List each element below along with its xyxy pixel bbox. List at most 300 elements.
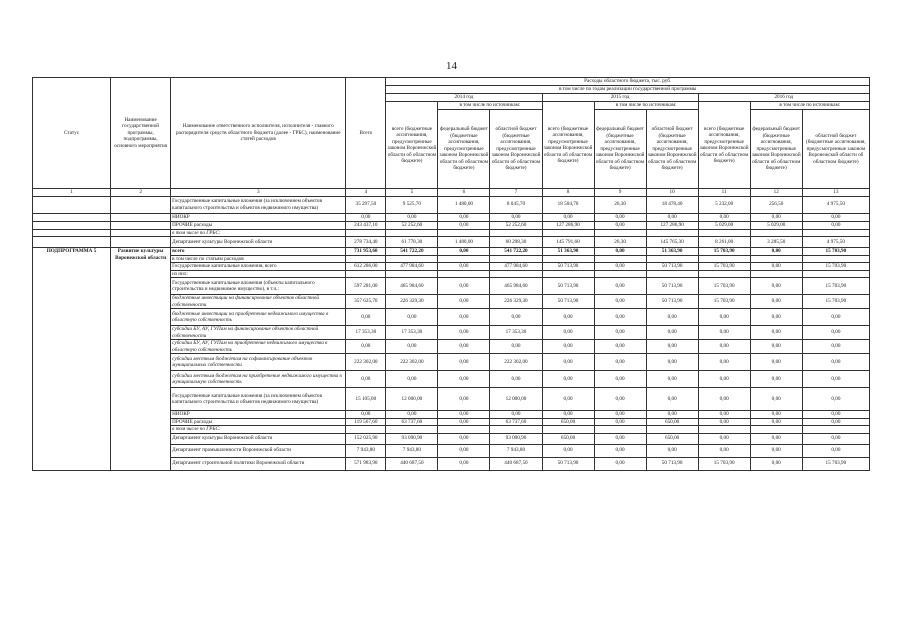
value-cell: 0,00 bbox=[438, 221, 490, 229]
value-cell: 0,00 bbox=[490, 371, 542, 388]
value-cell: 0,00 bbox=[594, 457, 646, 470]
value-cell: 357 625,70 bbox=[346, 295, 386, 309]
value-cell: 0,00 bbox=[438, 371, 490, 388]
value-cell: 60 298,30 bbox=[490, 237, 542, 248]
value-cell: 15 105,00 bbox=[346, 388, 386, 411]
value-cell bbox=[594, 270, 646, 278]
value-cell bbox=[646, 270, 698, 278]
value-cell: 15 703,90 bbox=[698, 295, 750, 309]
column-number: 4 bbox=[346, 189, 386, 197]
value-cell: 0,00 bbox=[438, 248, 490, 256]
value-cell: 1 480,00 bbox=[438, 196, 490, 213]
value-cell: 26,30 bbox=[594, 196, 646, 213]
value-cell: 50 713,90 bbox=[542, 295, 594, 309]
value-cell: 0,00 bbox=[698, 388, 750, 411]
value-cell: 52 252,60 bbox=[490, 221, 542, 229]
row-label: Государственные капитальные вложения (за исключением объектов капитального строительства и объектов недвижимого имущества) bbox=[171, 388, 346, 411]
value-cell bbox=[346, 255, 386, 263]
value-cell: 0,00 bbox=[750, 433, 802, 444]
value-cell: 0,00 bbox=[750, 278, 802, 295]
value-cell bbox=[542, 255, 594, 263]
value-cell: 0,00 bbox=[594, 411, 646, 419]
value-cell: 0,00 bbox=[346, 340, 386, 354]
value-cell: 51 363,90 bbox=[542, 248, 594, 256]
value-cell: 15 703,90 bbox=[802, 263, 869, 271]
value-cell bbox=[438, 426, 490, 434]
value-cell: 93 090,90 bbox=[386, 433, 438, 444]
value-cell: 63 737,60 bbox=[490, 418, 542, 426]
value-cell: 0,00 bbox=[750, 248, 802, 256]
value-cell: 0,00 bbox=[542, 354, 594, 371]
value-cell: 0,00 bbox=[438, 295, 490, 309]
value-cell bbox=[386, 229, 438, 237]
value-cell: 0,00 bbox=[542, 213, 594, 221]
header-program: Наименование государственной программы, подпрограммы, основного мероприятия bbox=[111, 78, 171, 189]
value-cell: 0,00 bbox=[802, 309, 869, 326]
value-cell: 0,00 bbox=[750, 295, 802, 309]
value-cell: 597 281,00 bbox=[346, 278, 386, 295]
value-cell: 12 000,00 bbox=[490, 388, 542, 411]
header-by-sources: в том числе по источникам: bbox=[594, 102, 698, 110]
value-cell: 731 953,60 bbox=[346, 248, 386, 256]
value-cell: 0,00 bbox=[802, 221, 869, 229]
value-cell: 222 302,00 bbox=[386, 354, 438, 371]
value-cell: 127 286,90 bbox=[646, 221, 698, 229]
value-cell: 8 045,70 bbox=[490, 196, 542, 213]
value-cell: 0,00 bbox=[802, 354, 869, 371]
value-cell: 0,00 bbox=[490, 309, 542, 326]
value-cell: 0,00 bbox=[438, 278, 490, 295]
value-cell: 0,00 bbox=[802, 388, 869, 411]
value-cell: 17 353,30 bbox=[490, 326, 542, 340]
value-cell: 0,00 bbox=[438, 340, 490, 354]
value-cell: 0,00 bbox=[750, 457, 802, 470]
value-cell bbox=[594, 255, 646, 263]
value-cell bbox=[750, 255, 802, 263]
value-cell: 18 504,70 bbox=[542, 196, 594, 213]
value-cell: 0,00 bbox=[542, 444, 594, 457]
value-cell: 93 090,90 bbox=[490, 433, 542, 444]
status-cell bbox=[33, 221, 111, 229]
value-cell: 0,00 bbox=[698, 309, 750, 326]
status-cell bbox=[33, 237, 111, 248]
program-cell bbox=[111, 221, 171, 229]
value-cell: 0,00 bbox=[698, 213, 750, 221]
value-cell: 0,00 bbox=[542, 371, 594, 388]
header-status: Статус bbox=[33, 78, 111, 189]
header-federal: федеральный бюджет (бюджетные ассигнования, предусмотренные законом Воронежской области об областном бюджете) bbox=[750, 110, 802, 189]
value-cell: 0,00 bbox=[594, 388, 646, 411]
value-cell bbox=[698, 255, 750, 263]
value-cell bbox=[542, 270, 594, 278]
value-cell: 0,00 bbox=[802, 326, 869, 340]
value-cell: 571 983,90 bbox=[346, 457, 386, 470]
header-year-2014: 2014 год bbox=[386, 94, 542, 102]
value-cell: 0,00 bbox=[646, 371, 698, 388]
value-cell: 0,00 bbox=[542, 326, 594, 340]
value-cell: 0,00 bbox=[750, 354, 802, 371]
value-cell bbox=[438, 270, 490, 278]
row-label: субсидии БУ, АУ, ГУПам на приобретение недвижимого имущества в областную собственность bbox=[171, 340, 346, 354]
value-cell: 0,00 bbox=[594, 371, 646, 388]
value-cell: 465 984,60 bbox=[490, 278, 542, 295]
value-cell: 17 353,30 bbox=[386, 326, 438, 340]
row-label: из них: bbox=[171, 270, 346, 278]
value-cell: 0,00 bbox=[594, 278, 646, 295]
table-row bbox=[33, 229, 870, 237]
header-all-budget: всего (бюджетные ассигнования, предусмотренные законом Воронежской области об областном бюджете) bbox=[542, 102, 594, 189]
value-cell: 9 525,70 bbox=[386, 196, 438, 213]
value-cell: 0,00 bbox=[646, 309, 698, 326]
column-number: 2 bbox=[111, 189, 171, 197]
header-total: Всего bbox=[346, 78, 386, 189]
header-regional: областной бюджет (бюджетные ассигнования, предусмотренные законом Воронежской области об областном бюджете) bbox=[646, 110, 698, 189]
value-cell bbox=[490, 229, 542, 237]
value-cell: 0,00 bbox=[346, 411, 386, 419]
value-cell: 119 567,60 bbox=[346, 418, 386, 426]
value-cell bbox=[386, 270, 438, 278]
value-cell: 222 302,00 bbox=[346, 354, 386, 371]
value-cell bbox=[646, 255, 698, 263]
value-cell: 0,00 bbox=[490, 213, 542, 221]
row-label: ПРОЧИЕ расходы bbox=[171, 418, 346, 426]
value-cell bbox=[802, 255, 869, 263]
value-cell: 278 734,40 bbox=[346, 237, 386, 248]
program-cell bbox=[111, 196, 171, 213]
value-cell: 541 722,20 bbox=[386, 248, 438, 256]
value-cell: 256,50 bbox=[750, 196, 802, 213]
value-cell: 152 025,90 bbox=[346, 433, 386, 444]
row-label: НИОКР bbox=[171, 411, 346, 419]
value-cell: 0,00 bbox=[594, 263, 646, 271]
value-cell: 0,00 bbox=[802, 411, 869, 419]
value-cell: 4 975,50 bbox=[802, 196, 869, 213]
value-cell: 0,00 bbox=[542, 411, 594, 419]
value-cell bbox=[750, 270, 802, 278]
value-cell: 7 943,80 bbox=[490, 444, 542, 457]
value-cell: 63 737,60 bbox=[386, 418, 438, 426]
row-label: в том числе по ГРБС: bbox=[171, 426, 346, 434]
value-cell: 0,00 bbox=[346, 213, 386, 221]
value-cell: 17 353,30 bbox=[346, 326, 386, 340]
value-cell bbox=[750, 426, 802, 434]
value-cell: 5 232,00 bbox=[698, 196, 750, 213]
value-cell: 0,00 bbox=[698, 444, 750, 457]
value-cell bbox=[438, 255, 490, 263]
column-number: 6 bbox=[438, 189, 490, 197]
budget-table bbox=[32, 77, 870, 471]
header-regional: областной бюджет (бюджетные ассигнования, предусмотренные законом Воронежской области об областном бюджете) bbox=[802, 110, 869, 189]
row-label: Департамент промышленности Воронежской области bbox=[171, 444, 346, 457]
value-cell: 0,00 bbox=[802, 213, 869, 221]
value-cell: 0,00 bbox=[698, 371, 750, 388]
row-label: НИОКР bbox=[171, 213, 346, 221]
value-cell: 0,00 bbox=[346, 309, 386, 326]
value-cell: 650,00 bbox=[646, 433, 698, 444]
program-cell bbox=[111, 229, 171, 237]
value-cell: 15 703,90 bbox=[802, 457, 869, 470]
column-number: 7 bbox=[490, 189, 542, 197]
subprogram-status: ПОДПРОГРАММА 5 bbox=[33, 248, 111, 471]
value-cell bbox=[386, 426, 438, 434]
value-cell: 243 437,10 bbox=[346, 221, 386, 229]
value-cell: 0,00 bbox=[646, 213, 698, 221]
value-cell: 0,00 bbox=[750, 418, 802, 426]
value-cell: 0,00 bbox=[438, 326, 490, 340]
value-cell: 0,00 bbox=[386, 371, 438, 388]
value-cell: 0,00 bbox=[802, 340, 869, 354]
value-cell: 0,00 bbox=[542, 309, 594, 326]
value-cell: 226 329,30 bbox=[490, 295, 542, 309]
value-cell: 50 713,90 bbox=[542, 263, 594, 271]
value-cell: 145 791,60 bbox=[542, 237, 594, 248]
value-cell: 0,00 bbox=[438, 388, 490, 411]
value-cell: 0,00 bbox=[386, 340, 438, 354]
value-cell: 0,00 bbox=[698, 354, 750, 371]
row-label: всего bbox=[171, 248, 346, 256]
value-cell: 0,00 bbox=[698, 411, 750, 419]
page-number: 14 bbox=[446, 60, 457, 72]
value-cell: 0,00 bbox=[750, 388, 802, 411]
value-cell: 440 687,50 bbox=[386, 457, 438, 470]
row-label: бюджетные инвестиции на финансирование объектов областной собственности bbox=[171, 295, 346, 309]
value-cell: 0,00 bbox=[386, 309, 438, 326]
value-cell: 0,00 bbox=[386, 213, 438, 221]
value-cell: 0,00 bbox=[594, 309, 646, 326]
header-by-sources: в том числе по источникам: bbox=[750, 102, 869, 110]
table-row bbox=[33, 196, 870, 213]
value-cell: 0,00 bbox=[594, 295, 646, 309]
value-cell bbox=[802, 229, 869, 237]
value-cell: 0,00 bbox=[346, 371, 386, 388]
header-expenses: Расходы областного бюджета, тыс. руб. bbox=[386, 78, 870, 86]
row-label: ПРОЧИЕ расходы bbox=[171, 221, 346, 229]
row-label: субсидии БУ, АУ, ГУПам на финансирование объектов областной собственности bbox=[171, 326, 346, 340]
value-cell bbox=[698, 426, 750, 434]
value-cell: 15 703,90 bbox=[802, 248, 869, 256]
value-cell: 0,00 bbox=[438, 354, 490, 371]
value-cell: 0,00 bbox=[646, 354, 698, 371]
value-cell: 0,00 bbox=[698, 433, 750, 444]
header-year-2015: 2015 год bbox=[542, 94, 698, 102]
value-cell: 0,00 bbox=[438, 444, 490, 457]
row-label: Государственные капитальные вложения (объекты капитального строительства и недвижимое имущество), в т.ч.: bbox=[171, 278, 346, 295]
value-cell bbox=[490, 426, 542, 434]
value-cell: 26,30 bbox=[594, 237, 646, 248]
value-cell bbox=[438, 229, 490, 237]
value-cell: 61 778,30 bbox=[386, 237, 438, 248]
value-cell: 18 478,40 bbox=[646, 196, 698, 213]
header-all-budget: всего (бюджетные ассигнования, предусмотренные законом Воронежской области об областном бюджете) bbox=[386, 102, 438, 189]
value-cell: 0,00 bbox=[750, 326, 802, 340]
value-cell: 0,00 bbox=[438, 433, 490, 444]
value-cell bbox=[698, 229, 750, 237]
value-cell: 7 943,80 bbox=[346, 444, 386, 457]
header-regional: областной бюджет (бюджетные ассигнования, предусмотренные законом Воронежской области об областном бюджете) bbox=[490, 110, 542, 189]
value-cell: 0,00 bbox=[594, 221, 646, 229]
value-cell bbox=[698, 270, 750, 278]
row-label: субсидии местным бюджетам на софинансирование объектов муниципальных собственности bbox=[171, 354, 346, 371]
value-cell: 0,00 bbox=[594, 444, 646, 457]
value-cell: 0,00 bbox=[594, 326, 646, 340]
header-federal: федеральный бюджет (бюджетные ассигнования, предусмотренные законом Воронежской области об областном бюджете) bbox=[438, 110, 490, 189]
value-cell bbox=[594, 229, 646, 237]
value-cell: 0,00 bbox=[802, 371, 869, 388]
value-cell: 0,00 bbox=[594, 418, 646, 426]
value-cell: 0,00 bbox=[646, 326, 698, 340]
value-cell: 650,00 bbox=[646, 418, 698, 426]
value-cell: 0,00 bbox=[490, 340, 542, 354]
value-cell: 15 703,90 bbox=[802, 278, 869, 295]
value-cell: 0,00 bbox=[750, 444, 802, 457]
value-cell bbox=[542, 426, 594, 434]
value-cell bbox=[802, 426, 869, 434]
value-cell: 15 703,90 bbox=[698, 457, 750, 470]
column-number: 5 bbox=[386, 189, 438, 197]
value-cell: 1 480,00 bbox=[438, 237, 490, 248]
value-cell: 0,00 bbox=[438, 309, 490, 326]
value-cell: 0,00 bbox=[750, 340, 802, 354]
table-row bbox=[33, 221, 870, 229]
value-cell bbox=[490, 255, 542, 263]
value-cell: 0,00 bbox=[750, 263, 802, 271]
header-year-2016: 2016 год bbox=[698, 94, 869, 102]
column-number: 13 bbox=[802, 189, 869, 197]
value-cell: 0,00 bbox=[802, 418, 869, 426]
value-cell: 0,00 bbox=[438, 411, 490, 419]
table-row bbox=[33, 213, 870, 221]
value-cell: 612 286,00 bbox=[346, 263, 386, 271]
value-cell: 7 943,80 bbox=[386, 444, 438, 457]
header-by-sources: в том числе по источникам: bbox=[438, 102, 542, 110]
value-cell: 0,00 bbox=[594, 213, 646, 221]
value-cell: 52 252,60 bbox=[386, 221, 438, 229]
column-number: 12 bbox=[750, 189, 802, 197]
row-label: Департамент культуры Воронежской области bbox=[171, 433, 346, 444]
value-cell: 127 286,90 bbox=[542, 221, 594, 229]
value-cell bbox=[346, 270, 386, 278]
value-cell: 145 765,30 bbox=[646, 237, 698, 248]
value-cell: 0,00 bbox=[698, 418, 750, 426]
header-executor: Наименование ответственного исполнителя, исполнителя - главного распорядителя средств областного бюджета (далее - ГРБС), наименование статей расходов bbox=[171, 78, 346, 189]
value-cell: 15 703,90 bbox=[698, 278, 750, 295]
value-cell bbox=[750, 229, 802, 237]
column-number: 1 bbox=[33, 189, 111, 197]
value-cell: 0,00 bbox=[750, 309, 802, 326]
value-cell bbox=[594, 426, 646, 434]
value-cell: 0,00 bbox=[594, 354, 646, 371]
value-cell: 50 713,90 bbox=[542, 278, 594, 295]
table-row bbox=[33, 248, 870, 256]
column-number: 9 bbox=[594, 189, 646, 197]
value-cell: 5 029,00 bbox=[750, 221, 802, 229]
value-cell: 8 261,00 bbox=[698, 237, 750, 248]
value-cell: 650,00 bbox=[542, 433, 594, 444]
value-cell: 50 713,90 bbox=[646, 278, 698, 295]
value-cell: 50 713,90 bbox=[646, 263, 698, 271]
value-cell: 0,00 bbox=[438, 213, 490, 221]
value-cell bbox=[802, 270, 869, 278]
header-federal: федеральный бюджет (бюджетные ассигнования, предусмотренные законом Воронежской области об областном бюджете) bbox=[594, 110, 646, 189]
row-label: Департамент культуры Воронежской области bbox=[171, 237, 346, 248]
value-cell: 15 703,90 bbox=[698, 263, 750, 271]
value-cell: 0,00 bbox=[490, 411, 542, 419]
value-cell: 0,00 bbox=[594, 248, 646, 256]
value-cell: 477 984,60 bbox=[490, 263, 542, 271]
value-cell: 0,00 bbox=[438, 457, 490, 470]
column-number: 11 bbox=[698, 189, 750, 197]
value-cell: 0,00 bbox=[438, 418, 490, 426]
column-number: 8 bbox=[542, 189, 594, 197]
column-number-row bbox=[33, 189, 870, 197]
value-cell: 0,00 bbox=[542, 388, 594, 411]
table-row bbox=[33, 237, 870, 248]
value-cell: 0,00 bbox=[646, 444, 698, 457]
value-cell: 0,00 bbox=[698, 326, 750, 340]
subprogram-name: Развитие культуры Воронежской области bbox=[111, 248, 171, 471]
value-cell: 0,00 bbox=[802, 444, 869, 457]
row-label: Департамент строительной политики Воронежской области bbox=[171, 457, 346, 470]
value-cell: 0,00 bbox=[750, 371, 802, 388]
status-cell bbox=[33, 229, 111, 237]
value-cell: 226 329,30 bbox=[386, 295, 438, 309]
value-cell: 0,00 bbox=[594, 433, 646, 444]
value-cell bbox=[646, 229, 698, 237]
value-cell: 0,00 bbox=[646, 340, 698, 354]
header-all-budget: всего (бюджетные ассигнования, предусмотренные законом Воронежской области об областном бюджете) bbox=[698, 102, 750, 189]
value-cell: 35 297,50 bbox=[346, 196, 386, 213]
value-cell: 650,00 bbox=[542, 418, 594, 426]
value-cell: 5 029,00 bbox=[698, 221, 750, 229]
row-label: субсидии местным бюджетам на приобретение недвижимого имущества в муниципальную собственность bbox=[171, 371, 346, 388]
header-by-years: в том числе по годам реализации государственной программы bbox=[386, 86, 870, 94]
program-cell bbox=[111, 213, 171, 221]
value-cell: 541 722,20 bbox=[490, 248, 542, 256]
value-cell: 465 984,60 bbox=[386, 278, 438, 295]
value-cell bbox=[646, 426, 698, 434]
value-cell: 50 713,90 bbox=[542, 457, 594, 470]
program-cell bbox=[111, 237, 171, 248]
row-label: бюджетные инвестиции на приобретение недвижимого имущества в областную собственность bbox=[171, 309, 346, 326]
value-cell: 12 000,00 bbox=[386, 388, 438, 411]
value-cell bbox=[542, 229, 594, 237]
value-cell bbox=[346, 426, 386, 434]
value-cell: 3 285,50 bbox=[750, 237, 802, 248]
value-cell: 0,00 bbox=[750, 213, 802, 221]
value-cell: 0,00 bbox=[438, 263, 490, 271]
value-cell: 440 687,50 bbox=[490, 457, 542, 470]
value-cell: 0,00 bbox=[646, 388, 698, 411]
value-cell: 0,00 bbox=[698, 340, 750, 354]
value-cell: 0,00 bbox=[646, 411, 698, 419]
column-number: 3 bbox=[171, 189, 346, 197]
row-label: Государственные капитальные вложения (за исключением объектов капитального строительства и объектов недвижимого имущества) bbox=[171, 196, 346, 213]
value-cell bbox=[346, 229, 386, 237]
status-cell bbox=[33, 213, 111, 221]
value-cell: 50 713,90 bbox=[646, 457, 698, 470]
column-number: 10 bbox=[646, 189, 698, 197]
value-cell bbox=[490, 270, 542, 278]
value-cell: 15 703,90 bbox=[698, 248, 750, 256]
value-cell: 222 302,00 bbox=[490, 354, 542, 371]
value-cell: 4 975,50 bbox=[802, 237, 869, 248]
value-cell: 0,00 bbox=[750, 411, 802, 419]
value-cell bbox=[386, 255, 438, 263]
value-cell: 0,00 bbox=[386, 411, 438, 419]
value-cell: 50 713,90 bbox=[646, 295, 698, 309]
row-label: в том числе по ГРБС: bbox=[171, 229, 346, 237]
value-cell: 477 984,60 bbox=[386, 263, 438, 271]
